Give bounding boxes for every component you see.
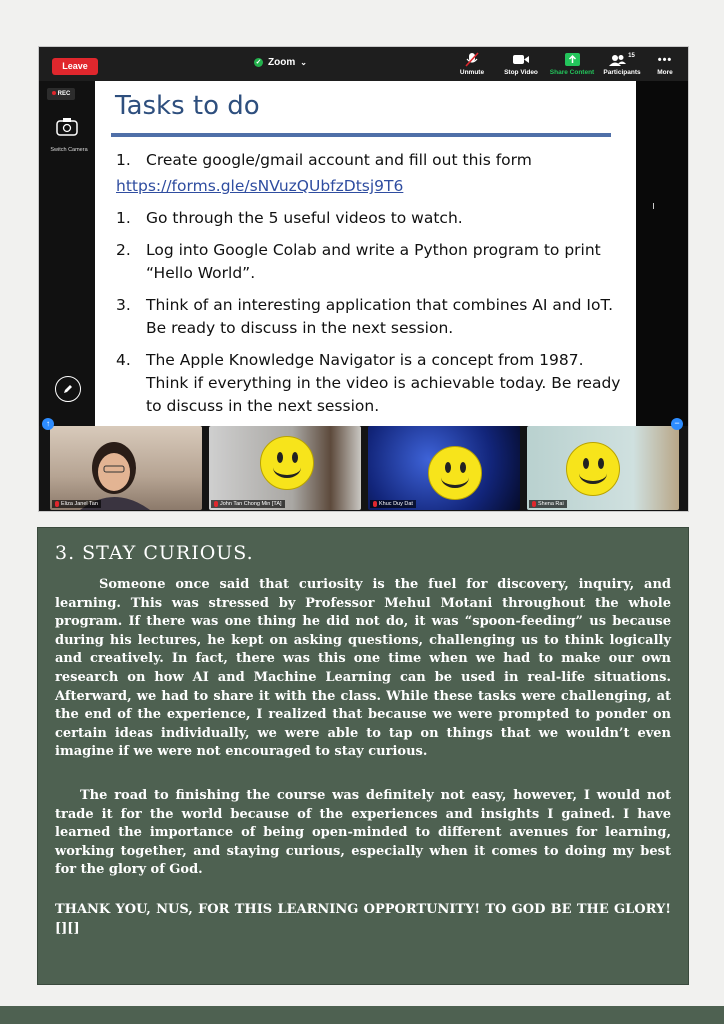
recording-badge <box>47 88 75 100</box>
smiley-face-icon <box>428 446 482 500</box>
slide-item: 4. The Apple Knowledge Navigator is a concept from 1987. Think if everything in the video is achievable today. Be ready to discuss in the next session. <box>116 351 621 415</box>
form-link[interactable]: https://forms.gle/sNVuzQUbfzDtsj9T6 <box>116 177 404 195</box>
unmute-label: Unmute <box>459 69 485 76</box>
participants-label: Participants <box>603 69 641 76</box>
muted-mic-icon <box>465 52 479 67</box>
slide-title: Tasks to do <box>115 91 260 121</box>
annotate-button[interactable] <box>55 376 81 402</box>
closing-statement: THANK YOU, NUS, FOR THIS LEARNING OPPORTUNITY! TO GOD BE THE GLORY! [][] <box>55 902 671 936</box>
participant-name: Khuc Duy Dat <box>370 500 416 508</box>
participant-name: Shena Rai <box>529 500 567 508</box>
pencil-icon <box>62 383 74 395</box>
video-tile[interactable] <box>527 426 679 510</box>
footer-bar <box>0 1006 724 1024</box>
smiley-face-icon <box>260 436 314 490</box>
slide-item: 1. Create google/gmail account and fill out this form <box>116 151 532 169</box>
stop-video-label: Stop Video <box>504 69 538 76</box>
paragraph-reflection: The road to finishing the course was definitely not easy, however, I would not trade it for the world because of the experiences and insights I gained. I have learned the importance of being open-minded to different avenues for learning, working together, and staying curious, especially when it comes to doing my best for the glory of God. <box>55 788 671 878</box>
participants-count: 15 <box>628 52 635 59</box>
stay-curious-section <box>37 527 689 985</box>
muted-mic-icon <box>55 501 59 507</box>
zoom-toolbar <box>39 47 688 81</box>
section-heading: 3. STAY CURIOUS. <box>55 542 254 564</box>
share-arrow-icon <box>565 53 580 66</box>
chevron-down-icon: ⌄ <box>300 58 307 67</box>
participant-name: Eliza Janel Tan <box>52 500 101 508</box>
video-camera-icon <box>513 54 529 65</box>
slide-task-list <box>116 149 621 426</box>
switch-camera-label: Switch Camera <box>50 147 88 153</box>
stop-video-button[interactable] <box>495 52 547 76</box>
slide-item: 2. Log into Google Colab and write a Python program to print “Hello World”. <box>116 241 601 282</box>
switch-camera-icon[interactable] <box>56 117 78 137</box>
right-dark-pane <box>636 81 689 426</box>
paragraph-curiosity: Someone once said that curiosity is the fuel for discovery, inquiry, and learning. This was stressed by Professor Mehul Motani throughout the whole program. If there was one thing he did not do, it was “spoon-feeding” us because during his lectures, he kept on asking questions, challenging us to think logically and creatively. In fact, there was this one time when we had to make our own research on how AI and Machine Learning can be used in real-life situations. Afterward, we had to share it with the class. While these tasks were challenging, at the end of the experience, I realized that because we were prompted to ponder on certain ideas individually, we were able to tap on things that we wouldn’t even imagine if we were not encouraged to stay curious. <box>55 577 671 760</box>
unmute-button[interactable] <box>446 52 498 76</box>
participant-person-image <box>50 426 202 510</box>
muted-mic-icon <box>532 501 536 507</box>
smiley-face-icon <box>566 442 620 496</box>
video-tile[interactable] <box>209 426 361 510</box>
muted-mic-icon <box>373 501 377 507</box>
meeting-title-label: Zoom <box>268 57 296 68</box>
security-shield-icon: ✓ <box>255 59 262 66</box>
muted-mic-icon <box>214 501 218 507</box>
participants-icon <box>609 54 627 66</box>
slide-title-rule <box>111 133 611 137</box>
mouse-cursor-icon <box>653 203 658 209</box>
slide-item: 1. Go through the 5 useful videos to watch. <box>116 209 463 227</box>
meeting-title[interactable] <box>254 57 307 68</box>
share-content-button[interactable] <box>546 52 598 76</box>
participant-video-strip <box>39 426 688 512</box>
video-tile[interactable] <box>50 426 202 510</box>
leave-button[interactable]: Leave <box>52 58 98 75</box>
upload-icon[interactable]: ↑ <box>42 418 54 430</box>
rec-label: REC <box>57 91 71 97</box>
share-content-label: Share Content <box>549 69 595 76</box>
shared-slide <box>95 81 636 426</box>
more-button[interactable] <box>639 52 689 76</box>
video-tile[interactable] <box>368 426 520 510</box>
more-label: More <box>657 69 673 76</box>
more-dots-icon: ••• <box>657 53 673 66</box>
slide-item: 3. Think of an interesting application that combines AI and IoT. Be ready to discuss in the next session. <box>116 296 614 337</box>
minimize-icon[interactable]: − <box>671 418 683 430</box>
record-dot-icon <box>52 91 56 95</box>
zoom-screenshot <box>38 46 689 512</box>
participant-name: John Tan Chong Min [TA] <box>211 500 285 508</box>
